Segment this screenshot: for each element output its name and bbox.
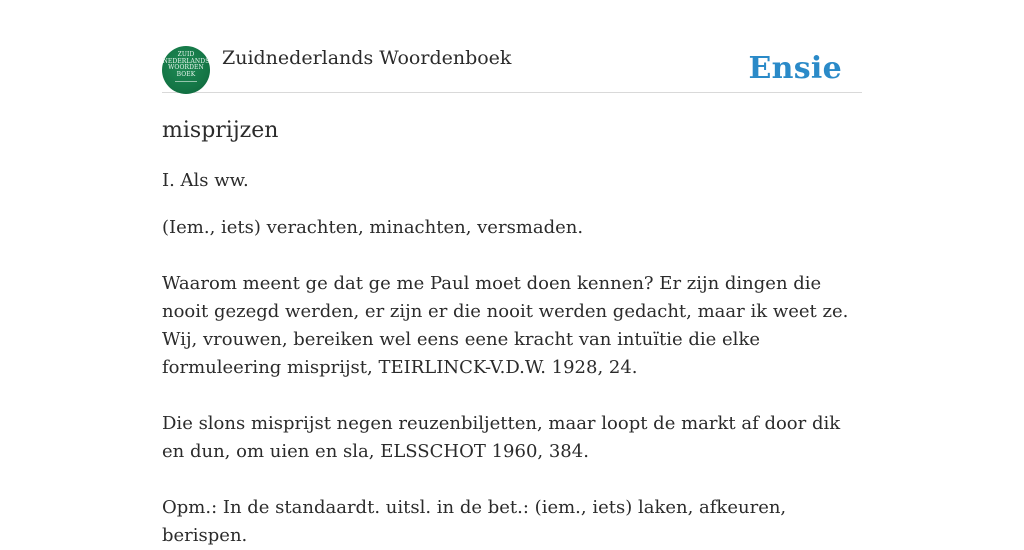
logo-line: WOORDEN: [168, 64, 204, 71]
site-header: [162, 46, 862, 93]
dictionary-logo-icon[interactable]: [162, 46, 210, 94]
ensie-brand-link[interactable]: Ensie: [748, 51, 842, 86]
logo-line: NEDERLANDS: [162, 57, 210, 65]
logo-rule: [175, 81, 197, 82]
logo-line: ZUID: [177, 51, 195, 58]
citation: Waarom meent ge dat ge me Paul moet doen kennen? Er zijn dingen die nooit gezegd werden, er zijn er die nooit werden gedacht, maar ik weet ze. Wij, vrouwen, bereiken wel eens eene kracht van intuïtie die elke formuleering misprijst, TEIRLINCK-V.D.W. 1928, 24.: [162, 273, 849, 378]
usage-note: Opm.: In de standaardt. uitsl. in de bet.: (iem., iets) laken, afkeuren, berispen.: [162, 497, 787, 546]
definition: (Iem., iets) verachten, minachten, versmaden.: [162, 217, 584, 238]
logo-text: [162, 52, 210, 78]
site-name-link[interactable]: Zuidnederlands Woordenboek: [222, 47, 512, 69]
logo-line: BOEK: [176, 70, 196, 78]
part-of-speech: I. Als ww.: [162, 170, 249, 191]
entry-content: [162, 116, 862, 550]
citation: Die slons misprijst negen reuzenbiljetten, maar loopt de markt af door dik en dun, om uien en sla, ELSSCHOT 1960, 384.: [162, 413, 841, 462]
entry-title: misprijzen: [162, 118, 279, 143]
